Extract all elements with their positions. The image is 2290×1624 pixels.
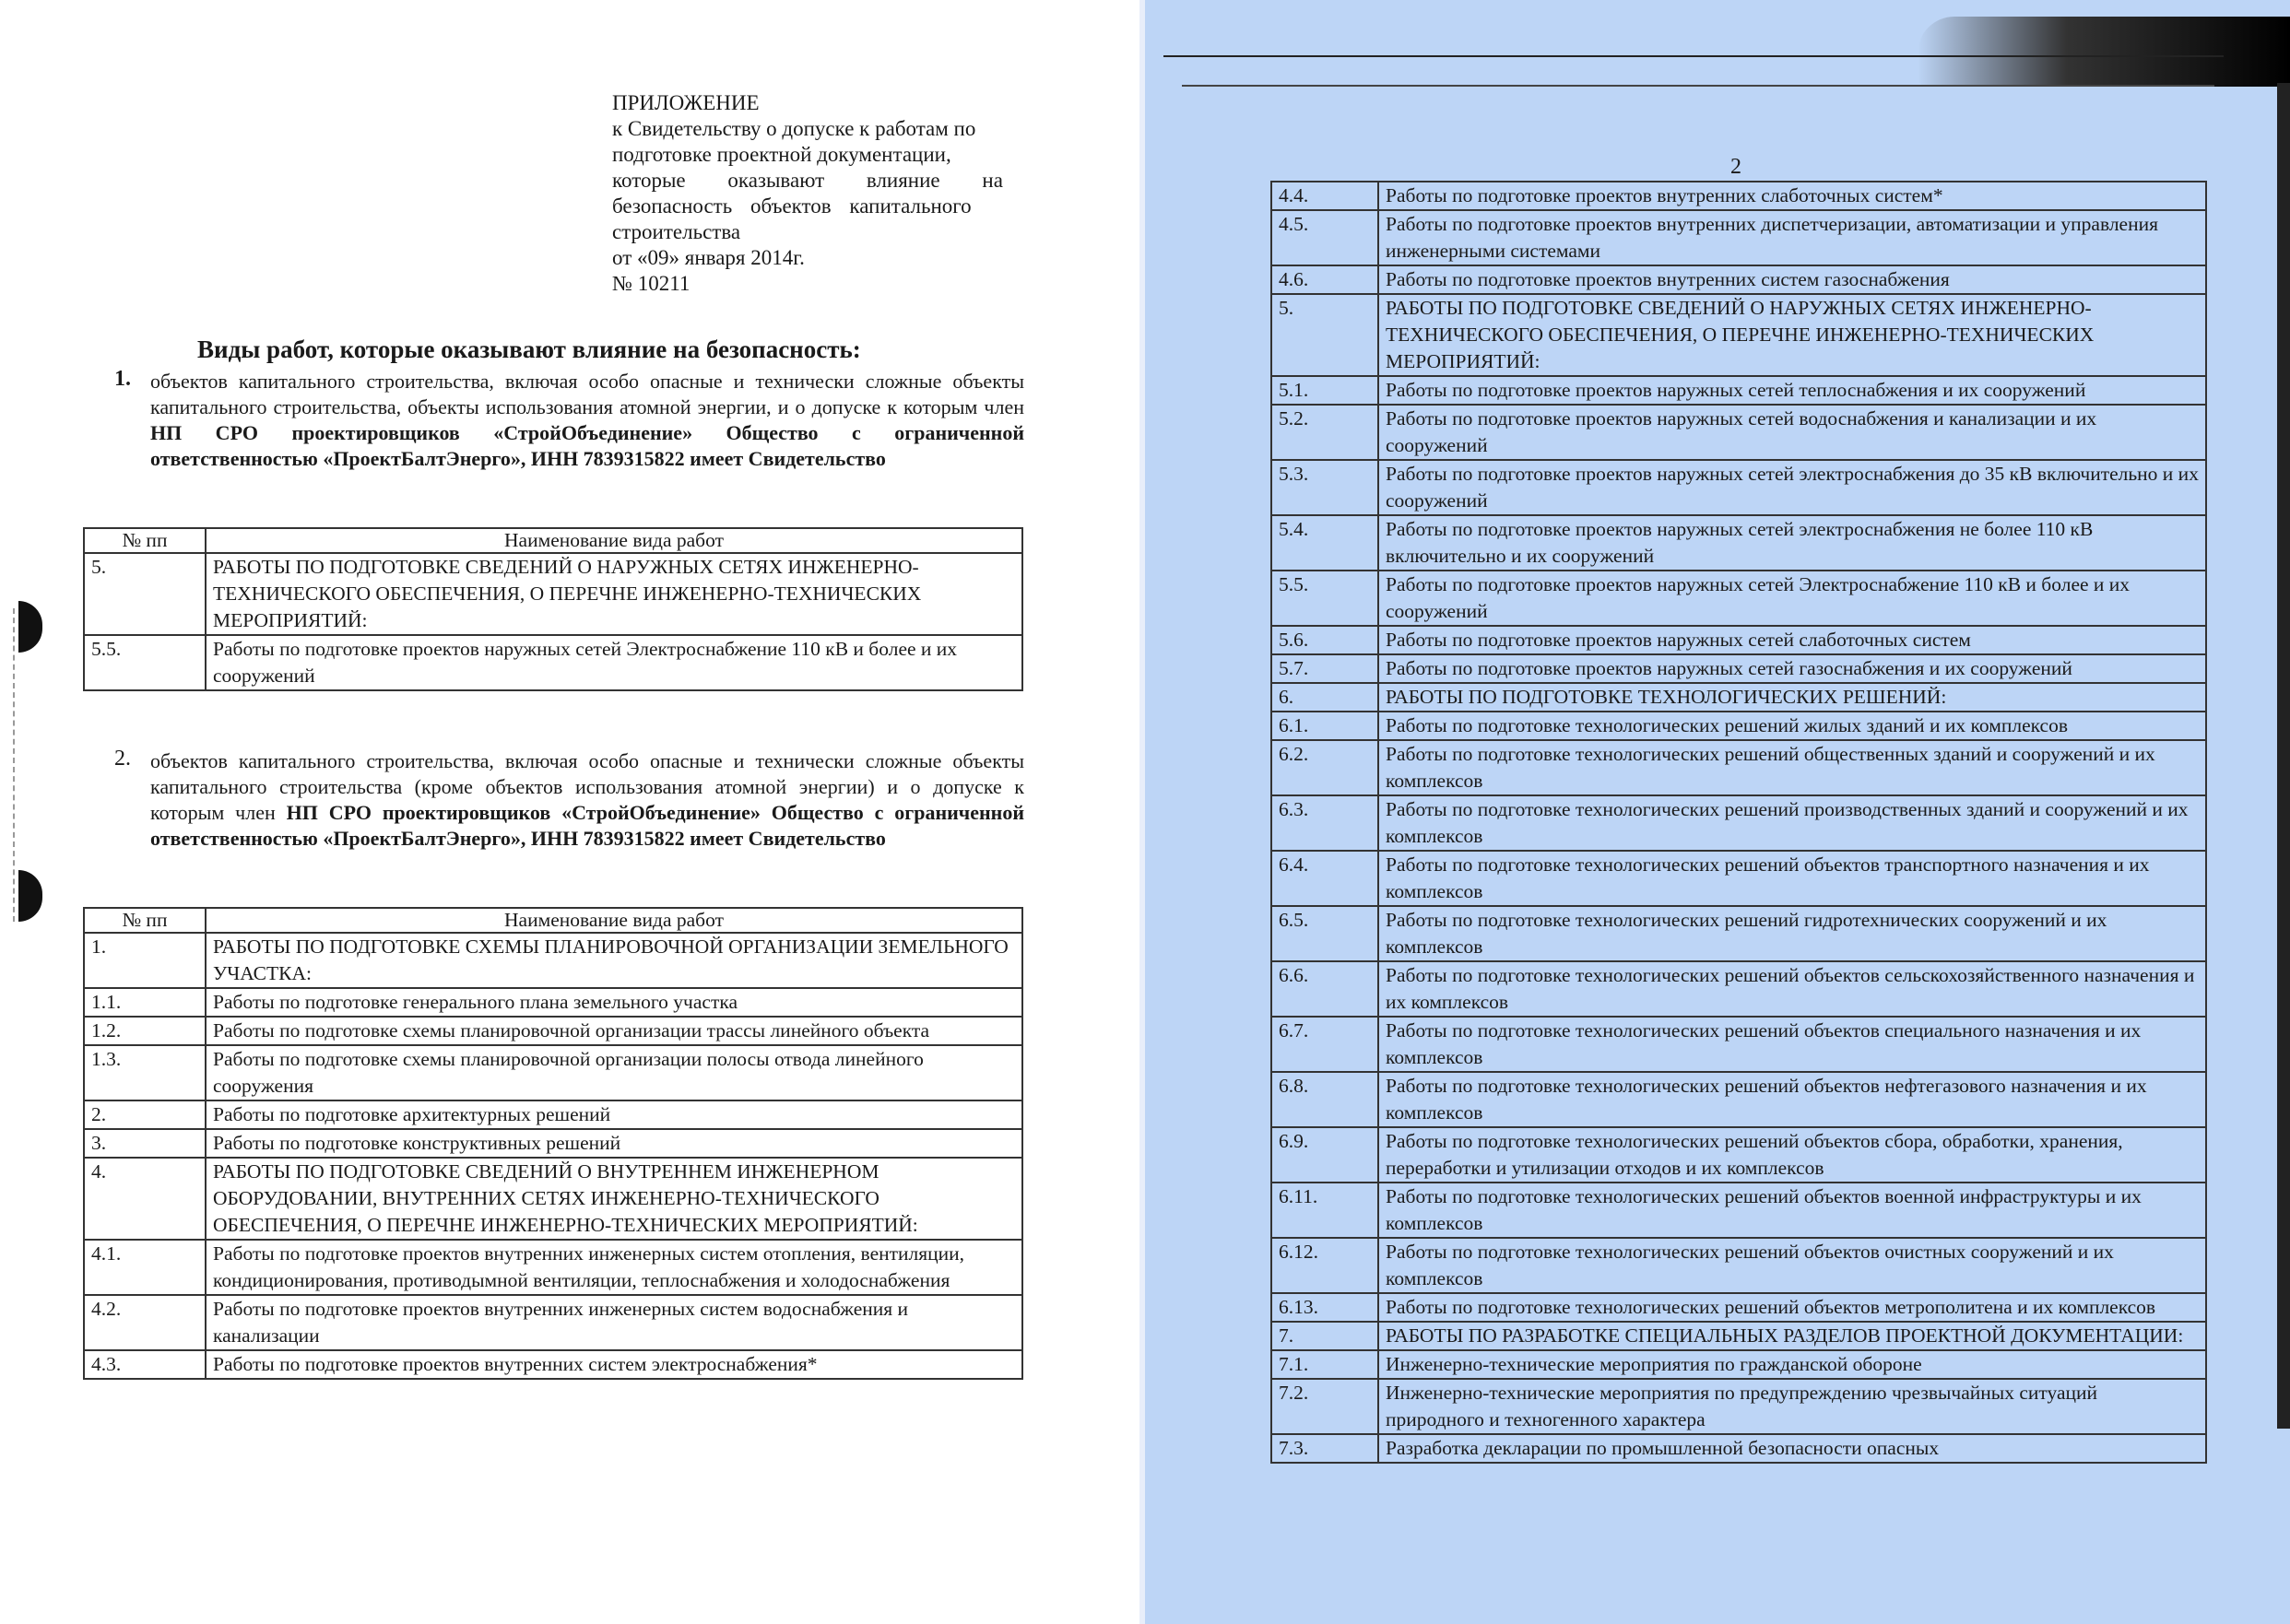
row-number: 4.6. xyxy=(1271,265,1378,294)
section-1-plain: объектов капитального строительства, включая особо опасные и технически сложные объекты капитального строительства, объекты использования атомной энергии, и о допуске к которым член xyxy=(150,370,1024,418)
row-text: Работы по подготовке технологических решений объектов метрополитена и их комплексов xyxy=(1378,1293,2206,1322)
row-text: Работы по подготовке схемы планировочной организации полосы отвода линейного сооружения xyxy=(206,1045,1022,1100)
page-heading: Виды работ, которые оказывают влияние на безопасность: xyxy=(197,335,861,363)
row-text: Работы по подготовке технологических решений объектов военной инфраструктуры и их комплексов xyxy=(1378,1183,2206,1238)
table-row xyxy=(1271,182,2206,210)
appendix-line: строительства xyxy=(612,220,741,243)
row-number: 5.5. xyxy=(84,635,206,690)
table-row xyxy=(1271,654,2206,683)
row-number: 1.3. xyxy=(84,1045,206,1100)
row-number: 6.8. xyxy=(1271,1072,1378,1127)
row-number: 5.6. xyxy=(1271,626,1378,654)
row-number: 6.9. xyxy=(1271,1127,1378,1183)
header-name: Наименование вида работ xyxy=(206,908,1022,933)
appendix-date: от «09» января 2014г. xyxy=(612,246,805,269)
table-row xyxy=(84,1295,1022,1350)
row-number: 3. xyxy=(84,1129,206,1158)
section-1-text xyxy=(150,369,1024,472)
row-number: 2. xyxy=(84,1100,206,1129)
row-text: РАБОТЫ ПО ПОДГОТОВКЕ ТЕХНОЛОГИЧЕСКИХ РЕШЕНИЙ: xyxy=(1378,683,2206,712)
appendix-line: к Свидетельству о допуске к работам по xyxy=(612,117,976,140)
scan-edge-line xyxy=(1163,55,2224,57)
table-header-row xyxy=(84,908,1022,933)
section-1-bold: НП СРО проектировщиков «СтройОбъединение» Общество с ограниченной ответственностью «ПроектБалтЭнерго», ИНН 7839315822 имеет Свидетельство xyxy=(150,421,1024,470)
appendix-block xyxy=(612,90,1025,297)
row-number: 6.13. xyxy=(1271,1293,1378,1322)
table-row xyxy=(84,988,1022,1017)
row-text: РАБОТЫ ПО ПОДГОТОВКЕ СХЕМЫ ПЛАНИРОВОЧНОЙ ОРГАНИЗАЦИИ ЗЕМЕЛЬНОГО УЧАСТКА: xyxy=(206,933,1022,988)
row-text: Работы по подготовке проектов наружных сетей электроснабжения не более 110 кВ включительно и их сооружений xyxy=(1378,515,2206,571)
section-2-bold: НП СРО проектировщиков «СтройОбъединение» Общество с ограниченной ответственностью «ПроектБалтЭнерго», ИНН 7839315822 имеет Свидетельство xyxy=(150,801,1025,850)
table-row xyxy=(1271,851,2206,906)
row-number: 7. xyxy=(1271,1322,1378,1350)
row-number: 4.4. xyxy=(1271,182,1378,210)
row-number: 6.6. xyxy=(1271,961,1378,1017)
table-row xyxy=(1271,1238,2206,1293)
row-text: Работы по подготовке технологических решений жилых зданий и их комплексов xyxy=(1378,712,2206,740)
table-row xyxy=(1271,740,2206,795)
row-number: 1.1. xyxy=(84,988,206,1017)
row-number: 5. xyxy=(84,553,206,635)
row-text: Работы по подготовке проектов наружных сетей водоснабжения и канализации и их сооружений xyxy=(1378,405,2206,460)
row-text: Работы по подготовке проектов наружных сетей слаботочных систем xyxy=(1378,626,2206,654)
row-text: Работы по подготовке конструктивных решений xyxy=(206,1129,1022,1158)
table-row xyxy=(1271,405,2206,460)
row-number: 1. xyxy=(84,933,206,988)
row-number: 5.3. xyxy=(1271,460,1378,515)
table-row xyxy=(1271,1017,2206,1072)
row-number: 6.5. xyxy=(1271,906,1378,961)
appendix-title: ПРИЛОЖЕНИЕ xyxy=(612,91,760,114)
row-number: 6.4. xyxy=(1271,851,1378,906)
row-text: Работы по подготовке технологических решений общественных зданий и сооружений и их комплексов xyxy=(1378,740,2206,795)
table-row xyxy=(1271,906,2206,961)
works-table-3 xyxy=(1270,181,2207,1464)
row-text: Работы по подготовке технологических решений объектов сельскохозяйственного назначения и их комплексов xyxy=(1378,961,2206,1017)
appendix-line: безопасность объектов капитального xyxy=(612,194,972,218)
row-number: 4. xyxy=(84,1158,206,1240)
row-text: РАБОТЫ ПО РАЗРАБОТКЕ СПЕЦИАЛЬНЫХ РАЗДЕЛОВ ПРОЕКТНОЙ ДОКУМЕНТАЦИИ: xyxy=(1378,1322,2206,1350)
row-number: 7.3. xyxy=(1271,1434,1378,1463)
row-number: 5.2. xyxy=(1271,405,1378,460)
table-row xyxy=(84,1045,1022,1100)
row-text: Работы по подготовке технологических решений объектов сбора, обработки, хранения, переработки и утилизации отходов и их комплексов xyxy=(1378,1127,2206,1183)
section-number: 2. xyxy=(114,747,131,771)
header-num: № пп xyxy=(84,528,206,553)
table-row xyxy=(1271,460,2206,515)
table-row xyxy=(1271,683,2206,712)
row-text: Работы по подготовке проектов внутренних систем газоснабжения xyxy=(1378,265,2206,294)
scan-blot xyxy=(1918,17,2290,87)
table-row xyxy=(84,553,1022,635)
row-number: 7.1. xyxy=(1271,1350,1378,1379)
row-number: 6.3. xyxy=(1271,795,1378,851)
table-row xyxy=(1271,571,2206,626)
table-row xyxy=(1271,265,2206,294)
row-number: 4.5. xyxy=(1271,210,1378,265)
table-row xyxy=(1271,1072,2206,1127)
table-row xyxy=(1271,795,2206,851)
row-number: 5.4. xyxy=(1271,515,1378,571)
row-number: 6.12. xyxy=(1271,1238,1378,1293)
table-row xyxy=(84,635,1022,690)
table-row xyxy=(1271,515,2206,571)
row-text: Работы по подготовке проектов наружных сетей газоснабжения и их сооружений xyxy=(1378,654,2206,683)
row-text: Инженерно-технические мероприятия по гражданской обороне xyxy=(1378,1350,2206,1379)
table-row xyxy=(1271,1322,2206,1350)
row-text: Работы по подготовке технологических решений объектов специального назначения и их комплексов xyxy=(1378,1017,2206,1072)
row-number: 4.2. xyxy=(84,1295,206,1350)
appendix-line: которые оказывают влияние на xyxy=(612,169,1003,192)
row-text: Работы по подготовке проектов внутренних систем электроснабжения* xyxy=(206,1350,1022,1379)
row-text: Разработка декларации по промышленной безопасности опасных xyxy=(1378,1434,2206,1463)
row-text: Работы по подготовке технологических решений объектов нефтегазового назначения и их комплексов xyxy=(1378,1072,2206,1127)
row-text: Работы по подготовке технологических решений объектов очистных сооружений и их комплексов xyxy=(1378,1238,2206,1293)
row-text: Работы по подготовке проектов наружных сетей Электроснабжение 110 кВ и более и их сооружений xyxy=(1378,571,2206,626)
row-number: 4.3. xyxy=(84,1350,206,1379)
row-number: 4.1. xyxy=(84,1240,206,1295)
row-text: Работы по подготовке проектов внутренних инженерных систем отопления, вентиляции, кондиционирования, противодымной вентиляции, теплоснабжения и холодоснабжения xyxy=(206,1240,1022,1295)
works-table-1 xyxy=(83,527,1023,691)
row-number: 6.1. xyxy=(1271,712,1378,740)
table-row xyxy=(84,1100,1022,1129)
row-number: 5.1. xyxy=(1271,376,1378,405)
row-text: РАБОТЫ ПО ПОДГОТОВКЕ СВЕДЕНИЙ О НАРУЖНЫХ СЕТЯХ ИНЖЕНЕРНО-ТЕХНИЧЕСКОГО ОБЕСПЕЧЕНИЯ, О ПЕРЕЧНЕ ИНЖЕНЕРНО-ТЕХНИЧЕСКИХ МЕРОПРИЯТИЙ: xyxy=(1378,294,2206,376)
row-number: 6.11. xyxy=(1271,1183,1378,1238)
row-text: Работы по подготовке проектов внутренних инженерных систем водоснабжения и канализации xyxy=(206,1295,1022,1350)
row-text: Работы по подготовке технологических решений производственных зданий и сооружений и их комплексов xyxy=(1378,795,2206,851)
row-number: 6.2. xyxy=(1271,740,1378,795)
table-row xyxy=(1271,294,2206,376)
row-text: Инженерно-технические мероприятия по предупреждению чрезвычайных ситуаций природного и техногенного характера xyxy=(1378,1379,2206,1434)
row-text: Работы по подготовке проектов внутренних слаботочных систем* xyxy=(1378,182,2206,210)
table-row xyxy=(1271,1434,2206,1463)
table-row xyxy=(1271,626,2206,654)
section-number: 1. xyxy=(114,367,131,391)
table-row xyxy=(1271,210,2206,265)
page-number: 2 xyxy=(1730,155,1741,179)
row-text: РАБОТЫ ПО ПОДГОТОВКЕ СВЕДЕНИЙ О НАРУЖНЫХ СЕТЯХ ИНЖЕНЕРНО-ТЕХНИЧЕСКОГО ОБЕСПЕЧЕНИЯ, О ПЕРЕЧНЕ ИНЖЕНЕРНО-ТЕХНИЧЕСКИХ МЕРОПРИЯТИЙ: xyxy=(206,553,1022,635)
table-row xyxy=(1271,1293,2206,1322)
works-table-2 xyxy=(83,907,1023,1380)
table-row xyxy=(1271,1350,2206,1379)
row-number: 1.2. xyxy=(84,1017,206,1045)
scan-edge-bar xyxy=(2277,83,2290,1429)
appendix-line: подготовке проектной документации, xyxy=(612,143,951,166)
row-number: 6.7. xyxy=(1271,1017,1378,1072)
row-text: Работы по подготовке проектов внутренних диспетчеризации, автоматизации и управления инженерными системами xyxy=(1378,210,2206,265)
table-row xyxy=(84,1017,1022,1045)
section-2-plain: объектов капитального строительства, включая особо опасные и технически сложные объекты капитального строительства (кроме объектов использования атомной энергии) и о допуске к которым член xyxy=(150,749,1024,824)
row-text: Работы по подготовке технологических решений объектов транспортного назначения и их комплексов xyxy=(1378,851,2206,906)
table-row xyxy=(1271,376,2206,405)
row-number: 5.7. xyxy=(1271,654,1378,683)
table-header-row xyxy=(84,528,1022,553)
row-number: 5.5. xyxy=(1271,571,1378,626)
table-row xyxy=(84,1158,1022,1240)
table-row xyxy=(84,1129,1022,1158)
table-row xyxy=(84,1240,1022,1295)
table-row xyxy=(84,1350,1022,1379)
row-text: Работы по подготовке проектов наружных сетей электроснабжения до 35 кВ включительно и их сооружений xyxy=(1378,460,2206,515)
row-text: Работы по подготовке архитектурных решений xyxy=(206,1100,1022,1129)
row-text: Работы по подготовке технологических решений гидротехнических сооружений и их комплексов xyxy=(1378,906,2206,961)
table-row xyxy=(1271,1127,2206,1183)
header-num: № пп xyxy=(84,908,206,933)
scan-edge-line xyxy=(1182,85,2214,87)
section-2-text xyxy=(150,748,1024,852)
table-row xyxy=(1271,1183,2206,1238)
row-text: Работы по подготовке проектов наружных сетей Электроснабжение 110 кВ и более и их сооружений xyxy=(206,635,1022,690)
header-name: Наименование вида работ xyxy=(206,528,1022,553)
row-number: 5. xyxy=(1271,294,1378,376)
row-number: 6. xyxy=(1271,683,1378,712)
table-row xyxy=(84,933,1022,988)
table-row xyxy=(1271,1379,2206,1434)
row-text: Работы по подготовке генерального плана земельного участка xyxy=(206,988,1022,1017)
row-text: РАБОТЫ ПО ПОДГОТОВКЕ СВЕДЕНИЙ О ВНУТРЕННЕМ ИНЖЕНЕРНОМ ОБОРУДОВАНИИ, ВНУТРЕННИХ СЕТЯХ ИНЖЕНЕРНО-ТЕХНИЧЕСКОГО ОБЕСПЕЧЕНИЯ, О ПЕРЕЧНЕ ИНЖЕНЕРНО-ТЕХНИЧЕСКИХ МЕРОПРИЯТИЙ: xyxy=(206,1158,1022,1240)
row-text: Работы по подготовке схемы планировочной организации трассы линейного объекта xyxy=(206,1017,1022,1045)
row-text: Работы по подготовке проектов наружных сетей теплоснабжения и их сооружений xyxy=(1378,376,2206,405)
table-row xyxy=(1271,712,2206,740)
table-row xyxy=(1271,961,2206,1017)
appendix-number: № 10211 xyxy=(612,272,691,295)
row-number: 7.2. xyxy=(1271,1379,1378,1434)
